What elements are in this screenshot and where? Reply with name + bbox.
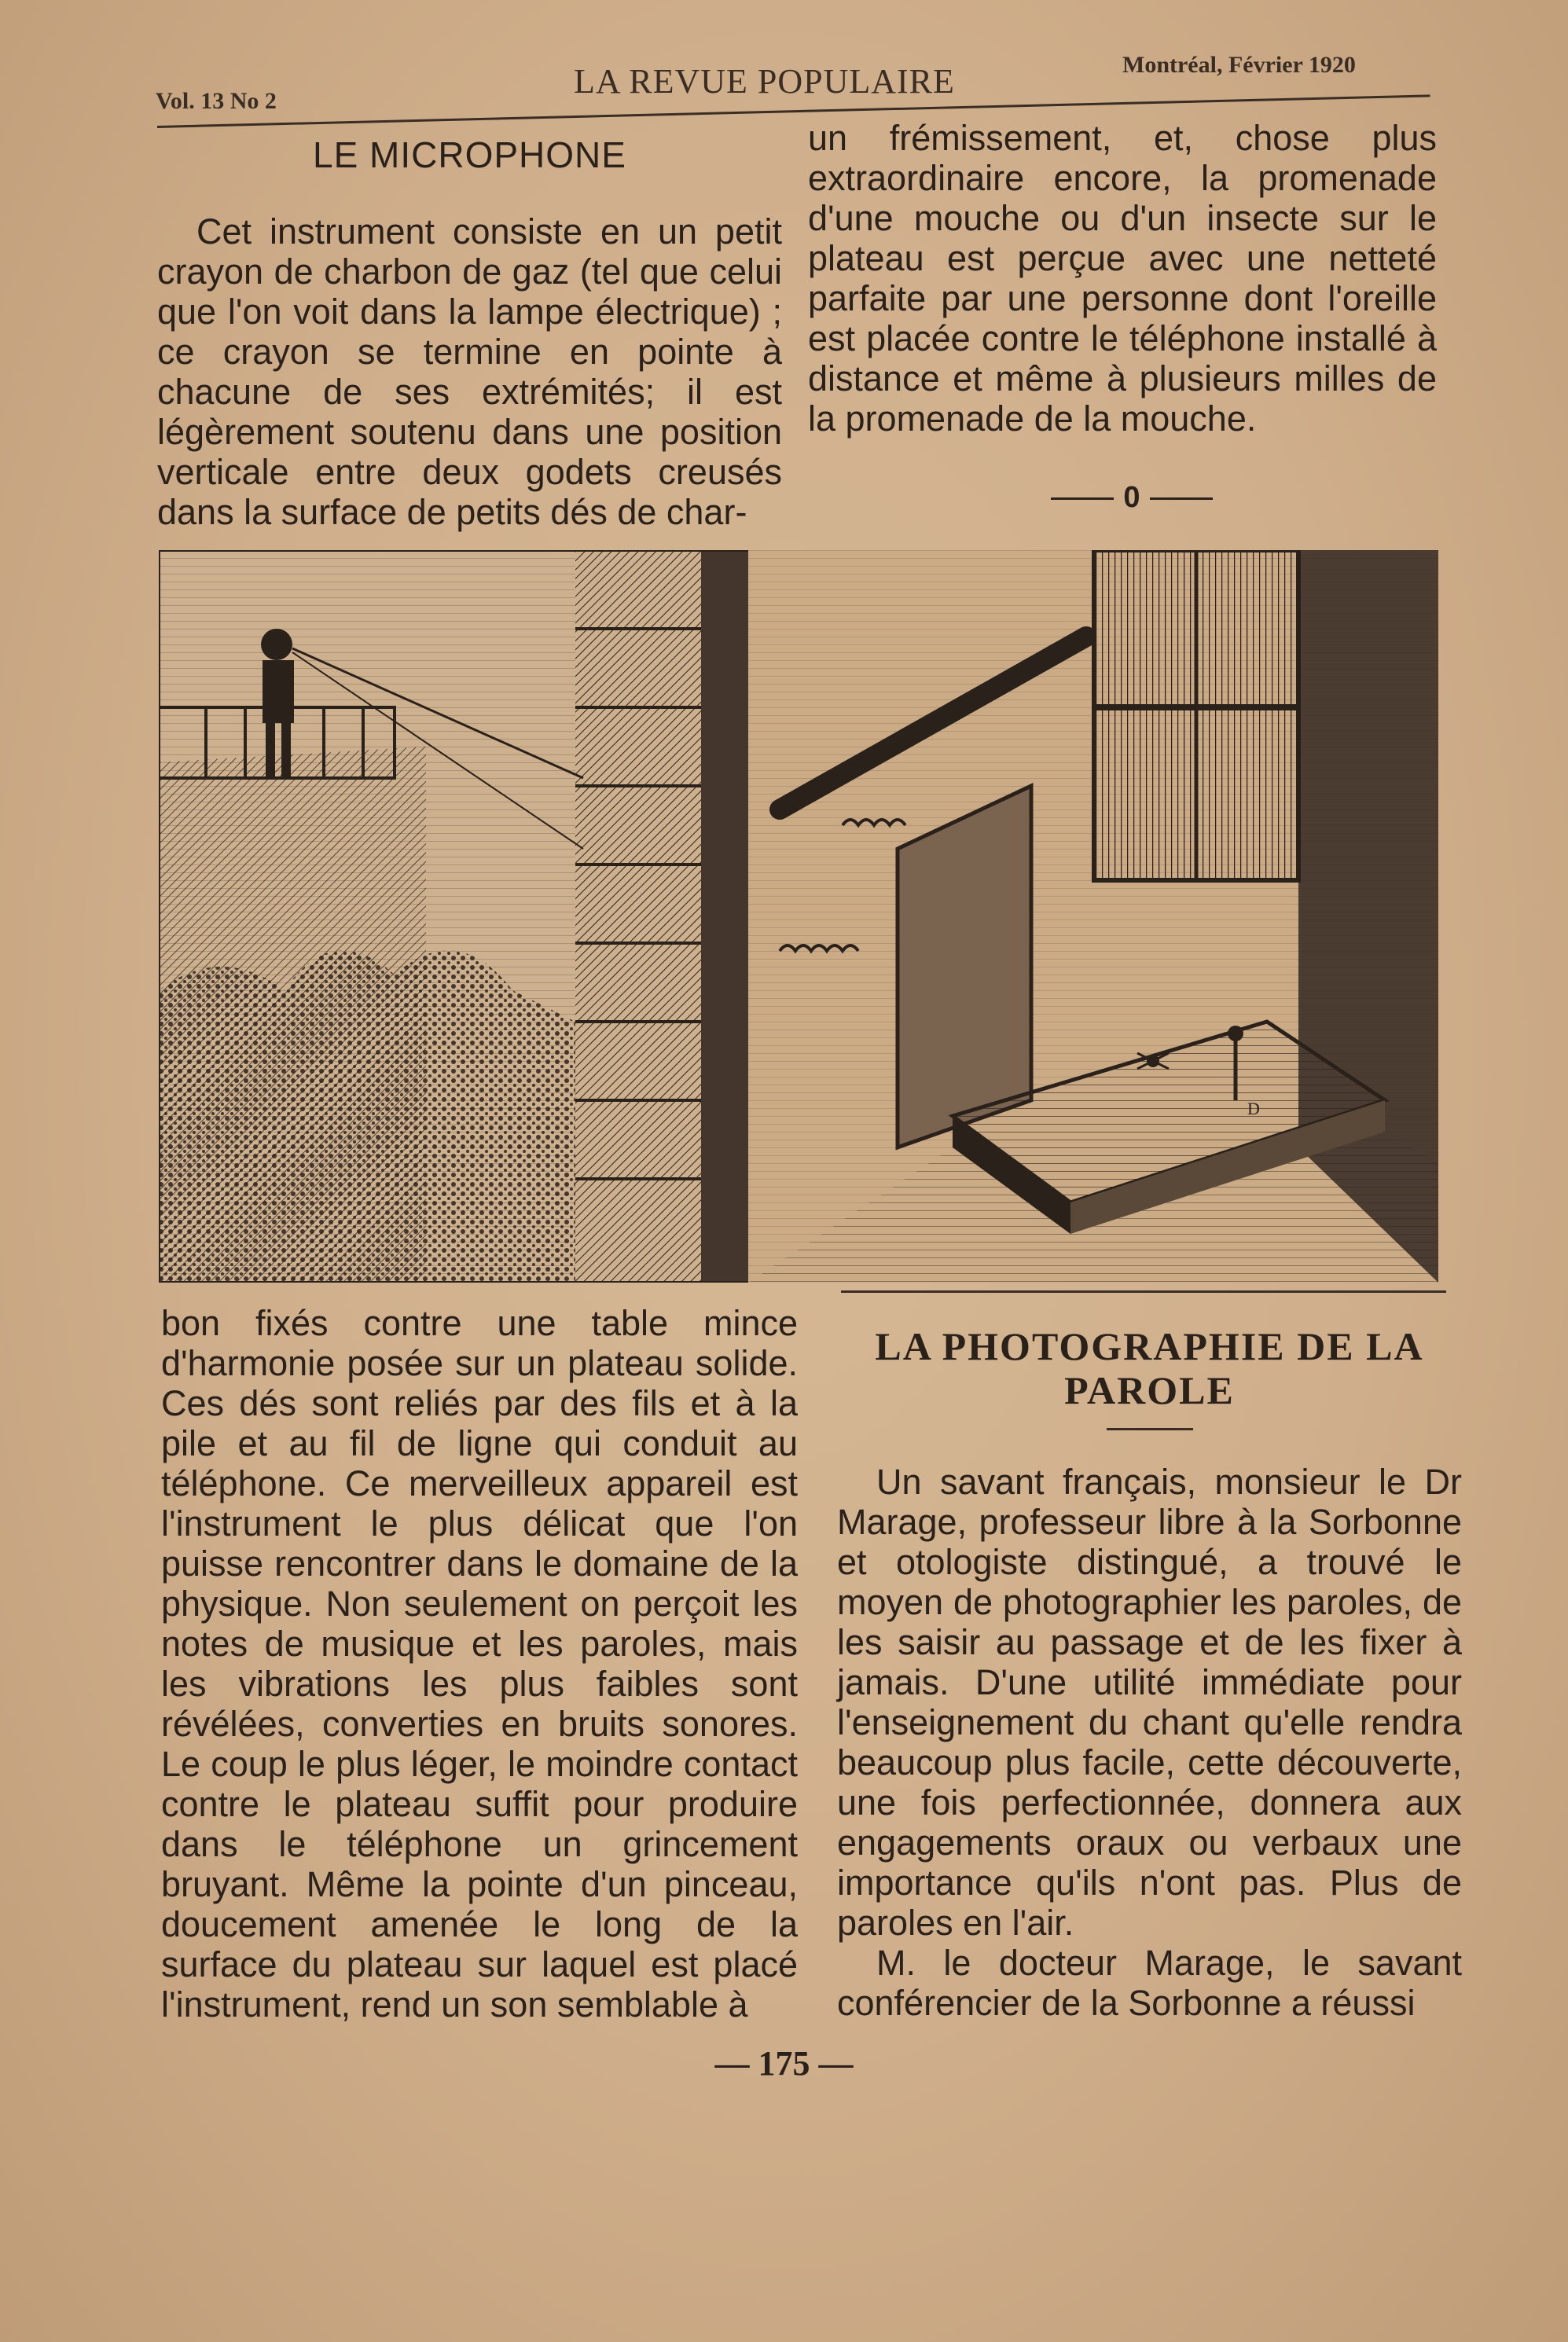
harmony-board (898, 786, 1031, 1147)
trees (159, 950, 575, 1283)
title-rule (1107, 1428, 1193, 1430)
paragraph: bon fixés contre une table mince d'harmonie posée sur un plateau solide. Ces dés sont reliés par des fils et à la pile et au fil de ligne qui conduit au téléphone. Ce merveilleux appareil est l'instrument le plus délicat que l'on puisse rencontrer dans le domaine de la physique. Non seulement on perçoit les notes de musique et les paroles, mais les vibrations les plus faibles sont révélées, converties en bruits sonores. Le coup le plus léger, le moindre contact contre le plateau suffit pour produire dans le téléphone un grincement bruyant. Même la pointe d'un pinceau, doucement amenée le long de la surface du plateau sur laquel est placé l'instrument, rend un son semblable à (161, 1303, 798, 2024)
wall (575, 550, 701, 1283)
page-number: — 175 — (714, 2044, 854, 2083)
section-separator (1030, 481, 1234, 515)
figure-label: D (1247, 1099, 1260, 1118)
separator-mark: 0 (1123, 481, 1140, 514)
article-photographie (837, 1324, 1462, 2023)
article-microphone-end (161, 1303, 798, 2024)
article-title-photographie: LA PHOTOGRAPHIE DE LA PAROLE (875, 1324, 1424, 1412)
volume-label: Vol. 13 No 2 (156, 88, 277, 114)
issue-date: Montréal, Février 1920 (1122, 52, 1356, 78)
publication-title: LA REVUE POPULAIRE (574, 62, 955, 101)
article-microphone-continued (808, 118, 1437, 439)
article-title-microphone: LE MICROPHONE (313, 134, 626, 175)
column-rule (841, 1290, 1446, 1293)
paragraph: M. le docteur Marage, le savant conférencier de la Sorbonne a réussi (837, 1943, 1462, 2023)
paragraph: Cet instrument consiste en un petit crayon de charbon de gaz (tel que celui que l'on voit dans la lampe électrique) ; ce crayon se termine en pointe à chacune de ses extrémités; il est légèrement soutenu dans une position verticale entre deux godets creusés dans la surface de petits dés de char- (157, 211, 782, 532)
paragraph: un frémissement, et, chose plus extraordinaire encore, la promenade d'une mouche ou d'un insecte sur le plateau est perçue avec une netteté parfaite par une personne dont l'oreille est placée contre le téléphone installé à distance et même à plusieurs milles de la promenade de la mouche. (808, 118, 1437, 439)
paragraph: Un savant français, monsieur le Dr Marage, professeur libre à la Sorbonne et otologiste distingué, a trouvé le moyen de photographier les paroles, de les saisir au passage et de les fixer à jamais. D'une utilité immédiate pour l'enseignement du chant qu'elle rendra beaucoup plus facile, cette découverte, une fois perfectionnée, donnera aux engagements oraux ou verbaux une importance qu'ils n'ont pas. Plus de paroles en l'air. (837, 1462, 1462, 1943)
microphone-engraving (159, 550, 1438, 1283)
article-microphone-intro (157, 135, 782, 532)
